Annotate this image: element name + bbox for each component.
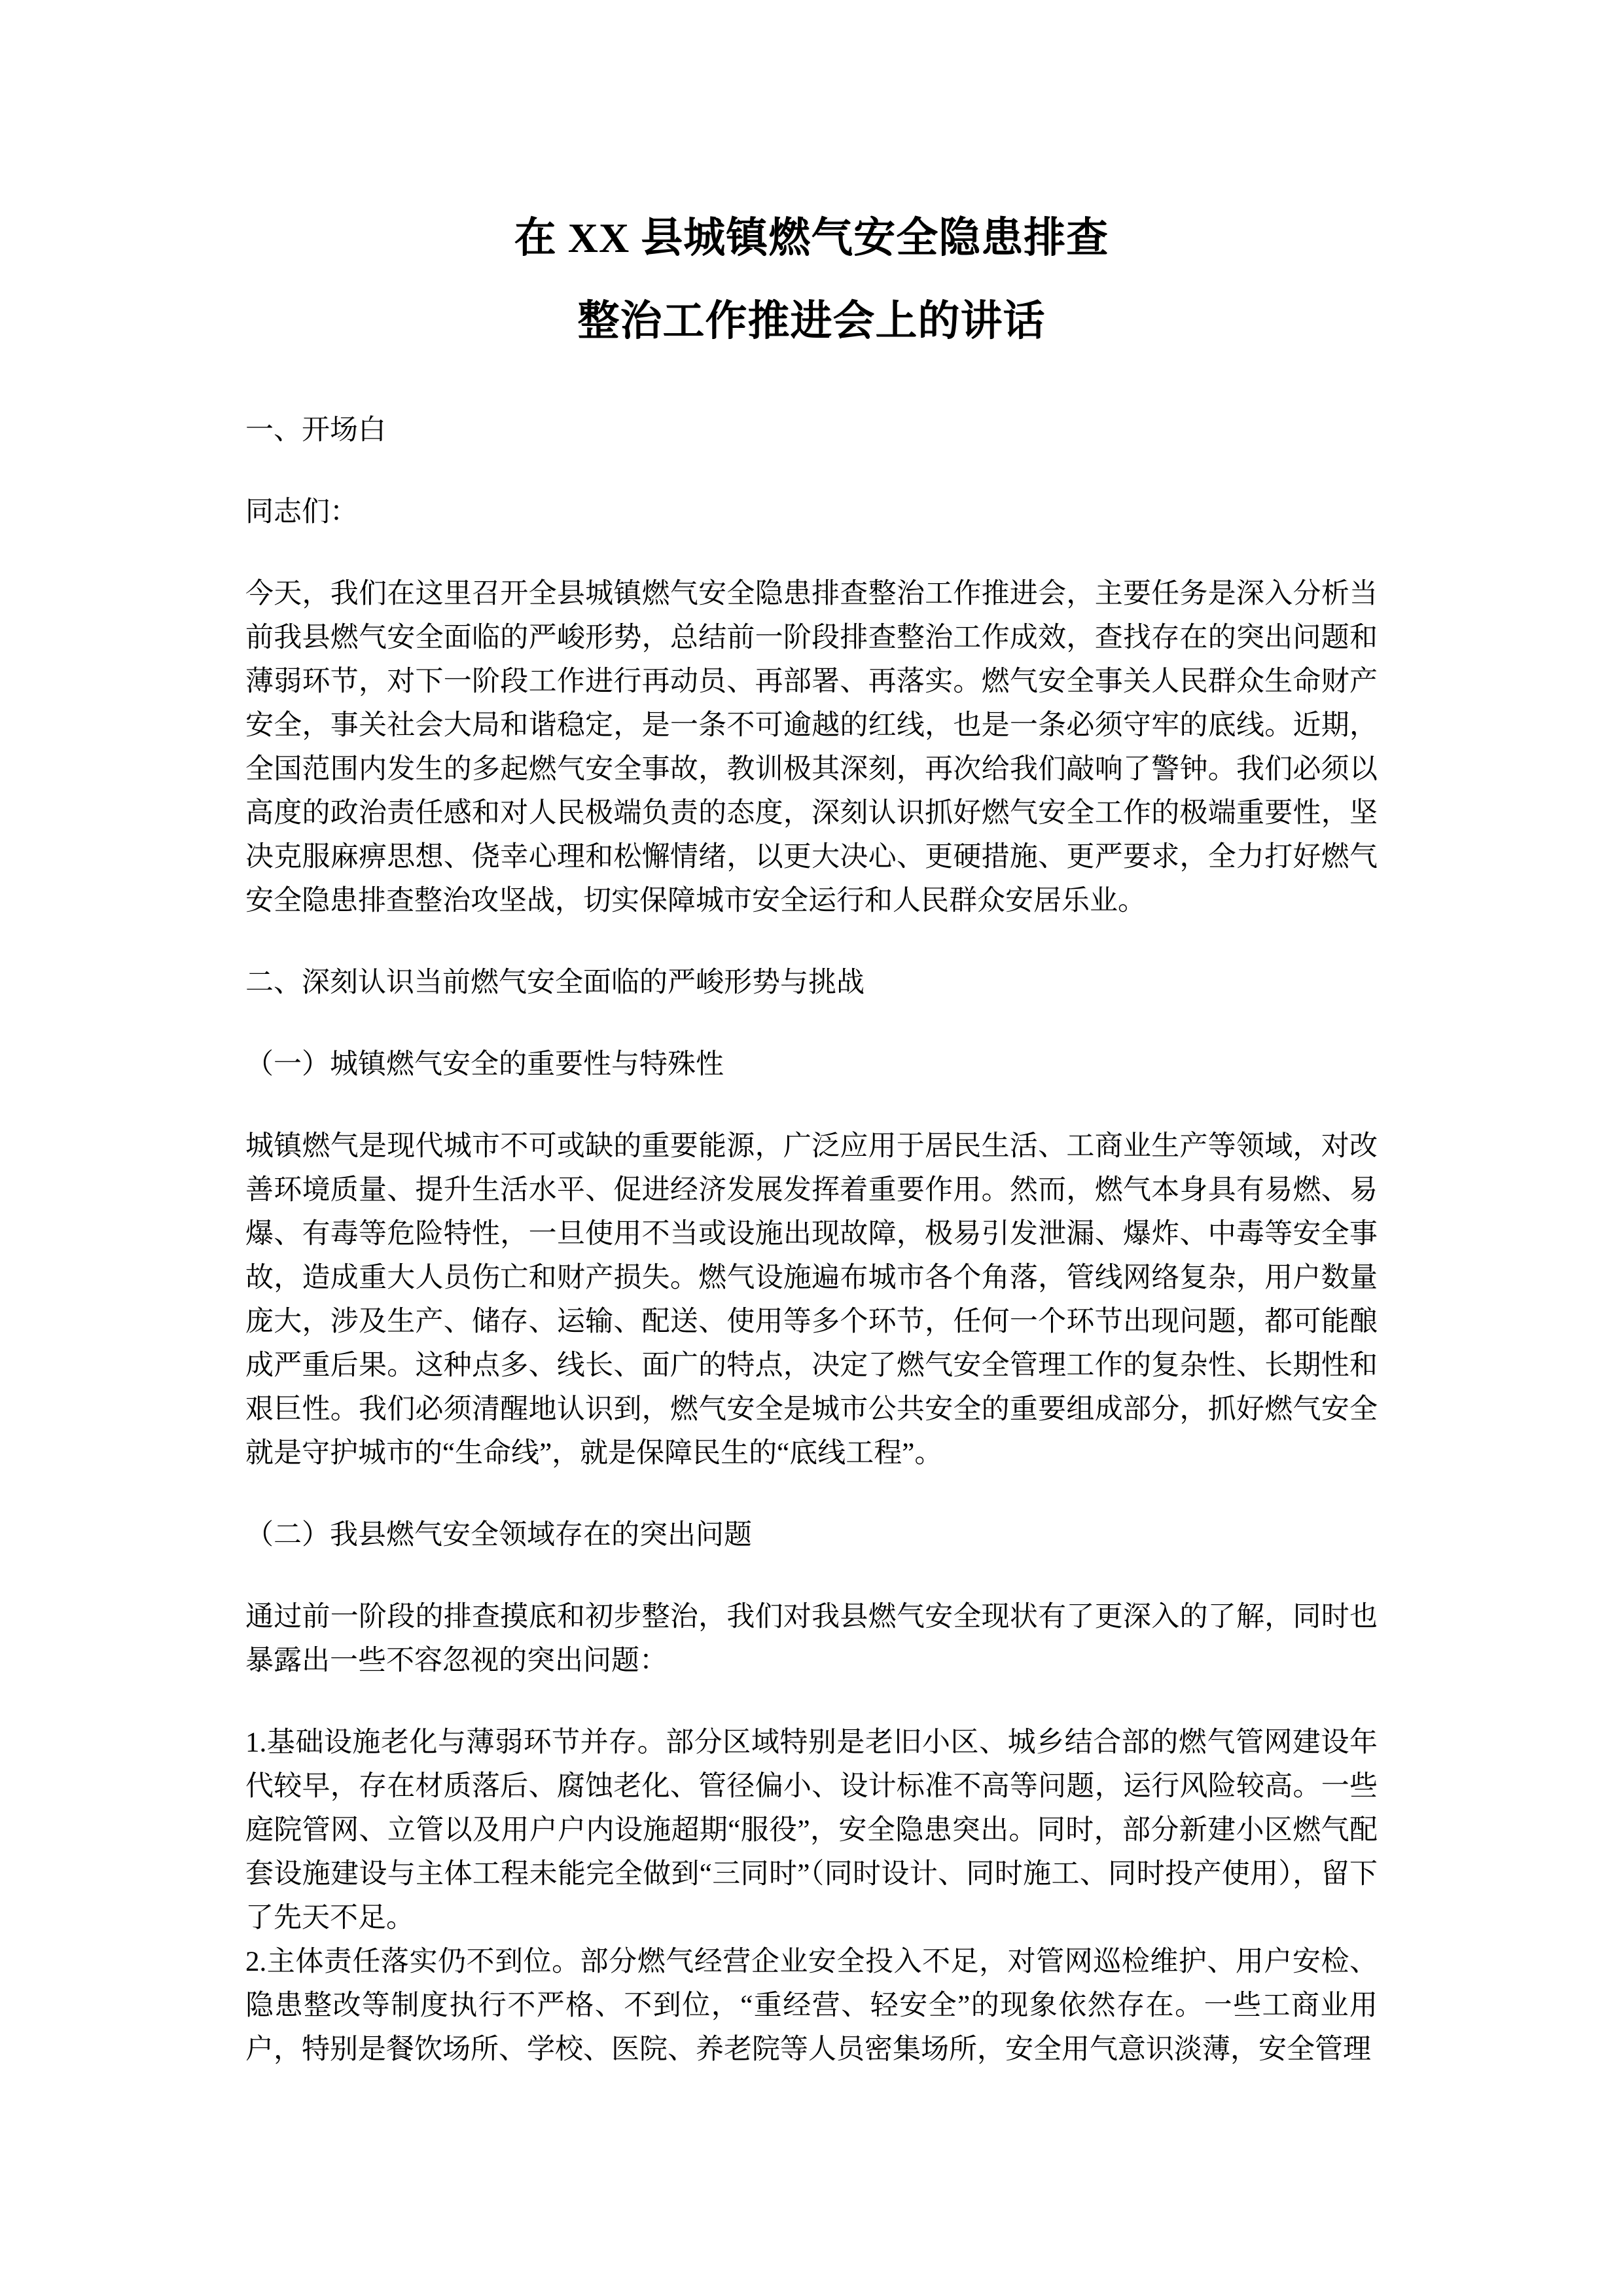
salutation: 同志们：: [245, 497, 358, 528]
section-heading-opening: 一、开场白: [245, 415, 386, 446]
document-title-line-2: 整治工作推进会上的讲话: [577, 298, 1046, 344]
paragraph-problem-item-1: 1.基础设施老化与薄弱环节并存。部分区域特别是老旧小区、城乡结合部的燃气管网建设年代较早，存在材质落后、腐蚀老化、管径偏小、设计标准不高等问题，运行风险较高。一些庭院管网、立管以及用户户内设施超期“服役”，安全隐患突出。同时，部分新建小区燃气配套设施建设与主体工程未能完全做到“三同时”（同时设计、同时施工、同时投产使用），留下了先天不足。: [245, 1727, 1378, 1933]
subsection-heading-problems: （二）我县燃气安全领域存在的突出问题: [245, 1520, 752, 1551]
subsection-heading-importance: （一）城镇燃气安全的重要性与特殊性: [245, 1049, 724, 1080]
document-title: [245, 196, 1378, 363]
paragraph-gas-safety-importance: 城镇燃气是现代城市不可或缺的重要能源，广泛应用于居民生活、工商业生产等领域，对改善环境质量、提升生活水平、促进经济发展发挥着重要作用。然而，燃气本身具有易燃、易爆、有毒等危险特性，一旦使用不当或设施出现故障，极易引发泄漏、爆炸、中毒等安全事故，造成重大人员伤亡和财产损失。燃气设施遍布城市各个角落，管线网络复杂，用户数量庞大，涉及生产、储存、运输、配送、使用等多个环节，任何一个环节出现问题，都可能酿成严重后果。这种点多、线长、面广的特点，决定了燃气安全管理工作的复杂性、长期性和艰巨性。我们必须清醒地认识到，燃气安全是城市公共安全的重要组成部分，抓好燃气安全就是守护城市的“生命线”，就是保障民生的“底线工程”。: [245, 1131, 1378, 1469]
paragraph-problem-item-2: 2.主体责任落实仍不到位。部分燃气经营企业安全投入不足，对管网巡检维护、用户安检、隐患整改等制度执行不严格、不到位，“重经营、轻安全”的现象依然存在。一些工商业用户，特别是餐饮场所、学校、医院、养老院等人员密集场所，安全用气意识淡薄，安全管理: [245, 1946, 1378, 2065]
document-title-line-1: 在 XX 县城镇燃气安全隐患排查: [514, 215, 1109, 261]
paragraph-problems-intro: 通过前一阶段的排查摸底和初步整治，我们对我县燃气安全现状有了更深入的了解，同时也暴露出一些不容忽视的突出问题：: [245, 1602, 1378, 1676]
section-heading-situation: 二、深刻认识当前燃气安全面临的严峻形势与挑战: [245, 967, 865, 998]
paragraph-opening-remarks: 今天，我们在这里召开全县城镇燃气安全隐患排查整治工作推进会，主要任务是深入分析当前我县燃气安全面临的严峻形势，总结前一阶段排查整治工作成效，查找存在的突出问题和薄弱环节，对下一阶段工作进行再动员、再部署、再落实。燃气安全事关人民群众生命财产安全，事关社会大局和谐稳定，是一条不可逾越的红线，也是一条必须守牢的底线。近期，全国范围内发生的多起燃气安全事故，教训极其深刻，再次给我们敲响了警钟。我们必须以高度的政治责任感和对人民极端负责的态度，深刻认识抓好燃气安全工作的极端重要性，坚决克服麻痹思想、侥幸心理和松懈情绪，以更大决心、更硬措施、更严要求，全力打好燃气安全隐患排查整治攻坚战，切实保障城市安全运行和人民群众安居乐业。: [245, 579, 1378, 916]
